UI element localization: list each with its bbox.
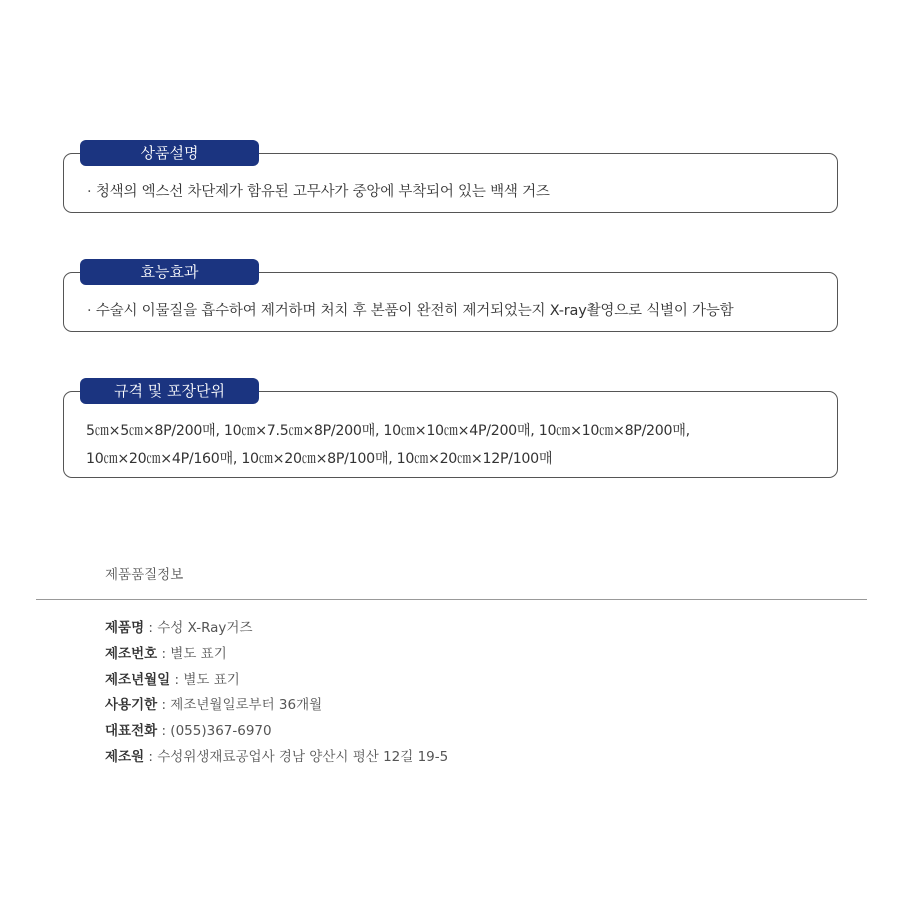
quality-info-row-phone [105,719,272,739]
quality-info-value: : 제조년월일로부터 36개월 [157,697,323,713]
quality-info-row-manufacture-date [105,668,240,688]
quality-info-value: : 수성위생재료공업사 경남 양산시 평산 12길 19-5 [144,749,449,765]
quality-info-row-serial [105,642,227,662]
efficacy-section [63,259,838,332]
quality-info-title: 제품품질정보 [105,567,184,583]
quality-info-row-product-name [105,616,253,636]
quality-info-row-expiry [105,693,322,713]
quality-info-key: 제조년월일 [105,672,171,688]
quality-info-value: : 수성 X-Ray거즈 [144,620,253,636]
quality-info-value: : 별도 표기 [157,646,227,662]
product-description-text: · 청색의 엑스선 차단제가 함유된 고무사가 중앙에 부착되어 있는 백색 거즈 [87,180,550,201]
quality-info-key: 대표전화 [105,723,158,739]
efficacy-tag: 효능효과 [80,259,259,285]
product-description-tag: 상품설명 [80,140,259,166]
product-description-section [63,140,838,213]
specification-line-2: 10㎝×20㎝×4P/160매, 10㎝×20㎝×8P/100매, 10㎝×20㎝×12P/100매 [86,451,553,467]
quality-info-key: 제조원 [105,749,145,765]
quality-info-divider [36,599,867,600]
specification-tag: 규격 및 포장단위 [80,378,259,404]
quality-info-row-manufacturer [105,745,448,765]
quality-info-key: 제조번호 [105,646,158,662]
quality-info-key: 사용기한 [105,697,158,713]
specification-line-1: 5㎝×5㎝×8P/200매, 10㎝×7.5㎝×8P/200매, 10㎝×10㎝×4P/200매, 10㎝×10㎝×8P/200매, [86,423,690,439]
quality-info-key: 제품명 [105,620,145,636]
efficacy-text: · 수술시 이물질을 흡수하여 제거하며 처치 후 본품이 완전히 제거되었는지 X-ray촬영으로 식별이 가능함 [87,299,733,320]
specification-section [63,378,838,478]
specification-box [63,391,838,478]
quality-info-value: : 별도 표기 [170,672,240,688]
quality-info-value: : (055)367-6970 [157,723,272,739]
